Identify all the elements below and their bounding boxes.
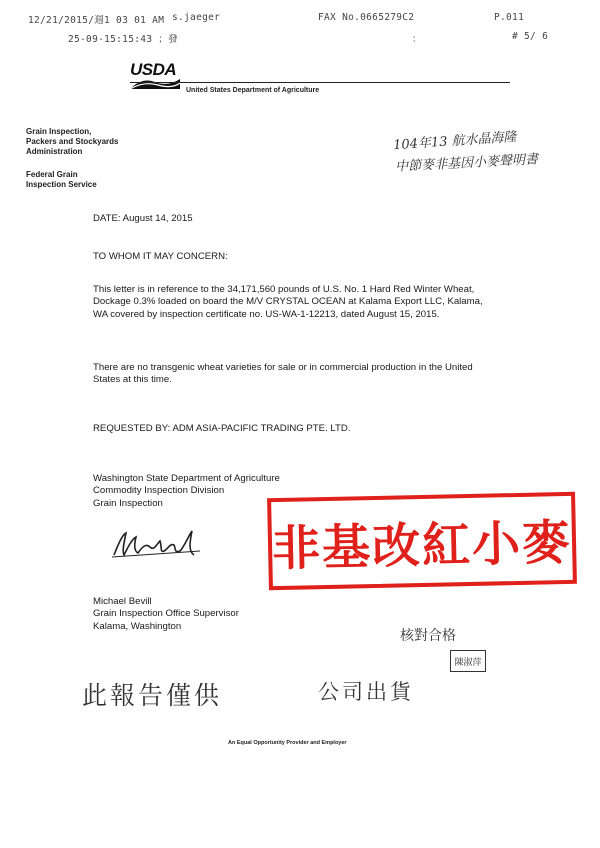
usda-logo <box>130 60 180 89</box>
fax-number: FAX No.0665279C2 <box>318 12 415 23</box>
letter-paragraph-2: There are no transgenic wheat varieties for sale or in commercial production in the United States at this time. <box>93 362 473 386</box>
agency-block: Grain Inspection, Packers and Stockyards Administration <box>26 127 119 156</box>
handwritten-note-line2: 中節麥非基因小麥聲明書 <box>394 152 539 175</box>
department-name: United States Department of Agriculture <box>186 87 320 94</box>
signature <box>110 525 205 565</box>
red-stamp: 非基改紅小麥 <box>267 492 577 590</box>
footer-text: An Equal Opportunity Provider and Employer <box>228 740 347 746</box>
fax-page-count: # 5/ 6 <box>512 31 549 42</box>
fax-page: P.011 <box>494 12 525 23</box>
usda-logo-text: USDA <box>130 60 177 79</box>
fax-date: 12/21/2015/週1 03 01 AM <box>28 15 165 26</box>
small-seal: 陳淑萍 <box>450 650 486 672</box>
letterhead-rule <box>130 82 510 83</box>
letter-date: DATE: August 14, 2015 <box>93 213 193 224</box>
handwritten-bottom-right: 公司出貨 <box>318 680 414 704</box>
verified-stamp: 核對合格 <box>400 628 456 644</box>
handwritten-bottom-left: 此報告僅供 <box>82 681 223 710</box>
letter-salutation: TO WHOM IT MAY CONCERN: <box>93 251 228 262</box>
requested-by: REQUESTED BY: ADM ASIA-PACIFIC TRADING PTE. LTD. <box>93 423 351 434</box>
signatory-block: Michael Bevill Grain Inspection Office Supervisor Kalama, Washington <box>93 596 239 632</box>
org-block: Washington State Department of Agriculture Commodity Inspection Division Grain Inspection <box>93 473 280 509</box>
fax-mark: ： <box>412 34 422 45</box>
fax-sender: s.jaeger <box>172 12 221 23</box>
handwritten-note-line1: 104年13 航水晶海隆 <box>392 129 518 154</box>
letter-paragraph-1: This letter is in reference to the 34,171,560 pounds of U.S. No. 1 Hard Red Winter Wheat, Dockage 0.3% loaded on board the M/V CRYSTAL OCEAN at Kalama Export LLC, Kalama, WA covered by inspection certificate no. US-WA-1-12213, dated August 15, 2015. <box>93 284 483 320</box>
fax-time: 25-09-15:15:43 ；發 <box>68 34 178 45</box>
service-block: Federal Grain Inspection Service <box>26 170 97 189</box>
